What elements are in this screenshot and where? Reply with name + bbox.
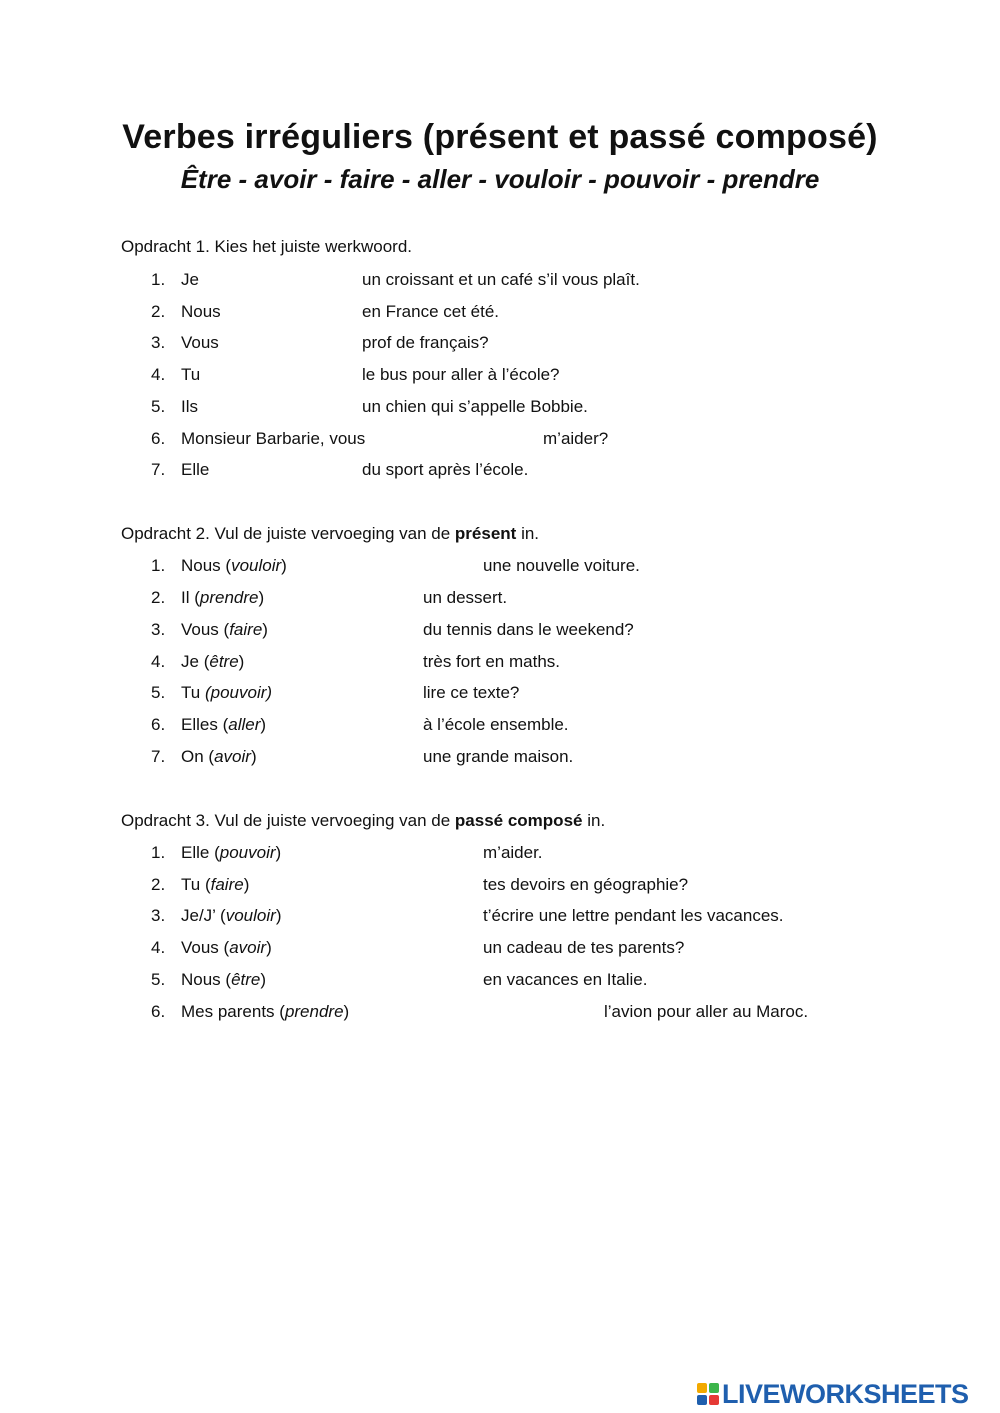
- heading-emphasis: présent: [454, 524, 517, 543]
- item-rest: du sport après l’école.: [362, 460, 529, 479]
- item-rest: m’aider?: [543, 429, 609, 448]
- item-verb: aller: [228, 715, 261, 734]
- item-verb: être: [231, 970, 261, 989]
- item-rest: un chien qui s’appelle Bobbie.: [362, 397, 588, 416]
- item-verb: pouvoir: [210, 683, 267, 702]
- item-verb: faire: [210, 875, 244, 894]
- item-number: 5.: [151, 397, 166, 416]
- item-subject: Monsieur Barbarie, vous: [181, 429, 366, 448]
- item-subject: Nous (vouloir): [181, 556, 287, 575]
- item-number: 7.: [151, 747, 166, 766]
- item-verb: avoir: [214, 747, 251, 766]
- item-subject: Je/J’ (vouloir): [181, 906, 282, 925]
- item-rest: un dessert.: [423, 588, 508, 607]
- item-rest: en France cet été.: [362, 302, 500, 321]
- item-subject: Ils: [181, 397, 198, 416]
- item-rest: une nouvelle voiture.: [483, 556, 640, 575]
- item-verb: vouloir: [225, 906, 276, 925]
- task2-heading: [121, 524, 539, 544]
- heading-text: in.: [516, 524, 540, 543]
- item-subject: Elles (aller): [181, 715, 267, 734]
- item-number: 6.: [151, 715, 166, 734]
- item-subject: Vous (avoir): [181, 938, 272, 957]
- item-subject: Je: [181, 270, 199, 289]
- page-title: Verbes irréguliers (présent et passé composé): [122, 118, 878, 156]
- task1-heading: Opdracht 1. Kies het juiste werkwoord.: [121, 237, 413, 256]
- item-subject: Tu (pouvoir): [181, 683, 273, 702]
- item-rest: un croissant et un café s’il vous plaît.: [362, 270, 640, 289]
- item-rest: t’écrire une lettre pendant les vacances.: [483, 906, 784, 925]
- logo-text: LIVEWORKSHEETS: [722, 1378, 969, 1409]
- item-subject: Je (être): [181, 652, 245, 671]
- item-rest: tes devoirs en géographie?: [483, 875, 689, 894]
- heading-text: Opdracht 2. Vul de juiste vervoeging van de: [121, 524, 455, 543]
- item-verb: prendre: [284, 1002, 344, 1021]
- item-verb: vouloir: [231, 556, 282, 575]
- item-rest: un cadeau de tes parents?: [483, 938, 685, 957]
- item-subject: Vous: [181, 333, 219, 352]
- item-verb: prendre: [199, 588, 259, 607]
- heading-emphasis: passé composé: [454, 811, 583, 830]
- item-number: 6.: [151, 429, 166, 448]
- item-number: 4.: [151, 938, 166, 957]
- item-number: 1.: [151, 270, 166, 289]
- item-number: 1.: [151, 843, 166, 862]
- item-rest: lire ce texte?: [423, 683, 520, 702]
- item-number: 2.: [151, 302, 166, 321]
- item-number: 5.: [151, 970, 166, 989]
- item-number: 3.: [151, 906, 166, 925]
- heading-text: in.: [582, 811, 606, 830]
- item-subject: Nous: [181, 302, 221, 321]
- page-subtitle: Être - avoir - faire - aller - vouloir - pouvoir - prendre: [180, 164, 820, 194]
- item-number: 5.: [151, 683, 166, 702]
- item-subject: Il (prendre): [181, 588, 265, 607]
- item-number: 2.: [151, 875, 166, 894]
- item-subject: On (avoir): [181, 747, 257, 766]
- heading-text: Opdracht 3. Vul de juiste vervoeging van de: [121, 811, 455, 830]
- item-verb: faire: [229, 620, 263, 639]
- item-rest: très fort en maths.: [423, 652, 560, 671]
- item-rest: en vacances en Italie.: [483, 970, 648, 989]
- item-verb: avoir: [229, 938, 267, 957]
- item-subject: Tu: [181, 365, 201, 384]
- item-rest: du tennis dans le weekend?: [423, 620, 634, 639]
- item-rest: le bus pour aller à l’école?: [362, 365, 560, 384]
- item-rest: une grande maison.: [423, 747, 574, 766]
- item-subject: Elle (pouvoir): [181, 843, 282, 862]
- task3-heading: [121, 811, 605, 831]
- item-number: 1.: [151, 556, 166, 575]
- item-verb: pouvoir: [219, 843, 276, 862]
- item-subject: Vous (faire): [181, 620, 268, 639]
- item-number: 7.: [151, 460, 166, 479]
- item-number: 3.: [151, 333, 166, 352]
- item-rest: l’avion pour aller au Maroc.: [604, 1002, 809, 1021]
- item-number: 4.: [151, 652, 166, 671]
- logo-icon: [697, 1383, 719, 1405]
- item-number: 2.: [151, 588, 166, 607]
- item-subject: Mes parents (prendre): [181, 1002, 350, 1021]
- item-number: 4.: [151, 365, 166, 384]
- liveworksheets-logo: [697, 1377, 969, 1411]
- item-verb: être: [209, 652, 239, 671]
- item-number: 3.: [151, 620, 166, 639]
- item-number: 6.: [151, 1002, 166, 1021]
- item-rest: à l’école ensemble.: [423, 715, 569, 734]
- item-subject: Nous (être): [181, 970, 267, 989]
- item-rest: m’aider.: [483, 843, 543, 862]
- item-subject: Elle: [181, 460, 210, 479]
- item-rest: prof de français?: [362, 333, 489, 352]
- item-subject: Tu (faire): [181, 875, 250, 894]
